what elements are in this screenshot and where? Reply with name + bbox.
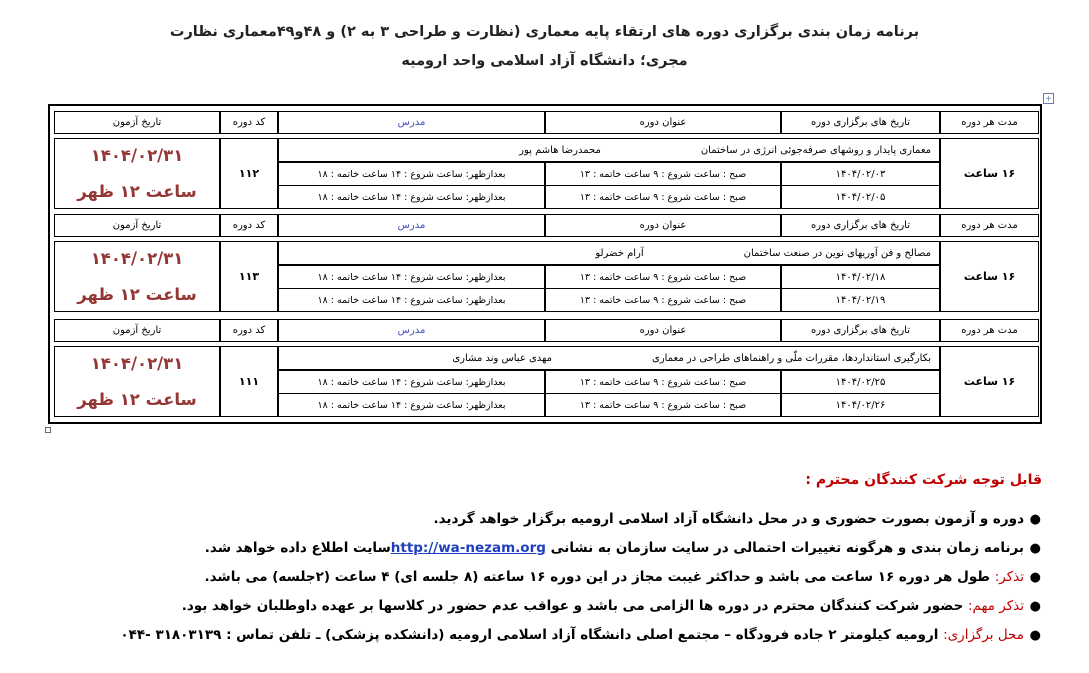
header-teacher: مدرس xyxy=(278,111,545,134)
session-afternoon: بعدازظهر: ساعت شروع : ۱۴ ساعت خاتمه : ۱۸ xyxy=(278,393,545,417)
header-teacher: مدرس xyxy=(278,214,545,237)
course-code: ۱۱۲ xyxy=(220,138,278,209)
note-text: برنامه زمان بندی و هرگونه تغییرات احتمالی در سایت سازمان به نشانی xyxy=(545,540,1024,556)
page-title: برنامه زمان بندی برگزاری دوره های ارتقاء پایه معماری (نظارت و طراحی ۳ به ۲) و ۴۸و۴۹معماری نظارت xyxy=(169,24,920,40)
note-item xyxy=(42,505,1042,534)
session-date: ۱۴۰۴/۰۲/۱۸ xyxy=(781,265,940,289)
session-morning: صبح : ساعت شروع : ۹ ساعت خاتمه : ۱۳ xyxy=(545,185,781,209)
bullet-icon: ● xyxy=(1029,599,1041,614)
bullet-icon: ● xyxy=(1029,512,1041,527)
header-teacher: مدرس xyxy=(278,319,545,342)
exam-date: ۱۴۰۴/۰۲/۳۱ xyxy=(90,145,184,165)
note-text: طول هر دوره ۱۶ ساعت می باشد و حداکثر غیبت مجاز در این دوره ۱۶ ساعته (۸ جلسه ای) ۴ ساعت (۲جلسه) می باشد. xyxy=(204,569,995,585)
course-topic: بکارگیری استانداردها، مقررات ملّی و راهنماهای طراحی در معماری xyxy=(652,352,931,364)
header-code: کد دوره xyxy=(220,111,278,134)
note-label: تذکر: xyxy=(994,569,1024,585)
course-teacher: محمدرضا هاشم پور xyxy=(519,144,601,156)
table-move-handle-icon[interactable]: + xyxy=(1043,93,1054,104)
exam-date: ۱۴۰۴/۰۲/۳۱ xyxy=(90,353,184,373)
note-text: دوره و آزمون بصورت حضوری و در محل دانشگاه آزاد اسلامی ارومیه برگزار خواهد گردید. xyxy=(433,511,1024,527)
header-course-title: عنوان دوره xyxy=(545,111,781,134)
course-duration: ۱۶ ساعت xyxy=(940,346,1039,417)
session-date: ۱۴۰۴/۰۲/۱۹ xyxy=(781,288,940,312)
note-text: حضور شرکت کنندگان محترم در دوره ها الزامی می باشد و عواقب عدم حضور در کلاسها بر عهده داوطلبان خواهد بود. xyxy=(181,598,968,614)
page-subtitle: مجری؛ دانشگاه آزاد اسلامی واحد ارومیه xyxy=(401,53,688,69)
course-teacher: آرام خضرلو xyxy=(595,247,644,259)
header-dates: تاریخ های برگزاری دوره xyxy=(781,111,940,134)
session-afternoon: بعدازظهر: ساعت شروع : ۱۴ ساعت خاتمه : ۱۸ xyxy=(278,162,545,186)
header-code: کد دوره xyxy=(220,319,278,342)
session-morning: صبح : ساعت شروع : ۹ ساعت خاتمه : ۱۳ xyxy=(545,162,781,186)
course-duration: ۱۶ ساعت xyxy=(940,241,1039,312)
note-item xyxy=(42,563,1042,592)
notes-section xyxy=(42,472,1042,650)
course-topic-row xyxy=(278,138,940,162)
course-topic-row xyxy=(278,346,940,370)
notes-heading: قابل توجه شرکت کنندگان محترم : xyxy=(805,472,1042,488)
session-morning: صبح : ساعت شروع : ۹ ساعت خاتمه : ۱۳ xyxy=(545,265,781,289)
header-duration: مدت هر دوره xyxy=(940,111,1039,134)
session-afternoon: بعدازظهر: ساعت شروع : ۱۴ ساعت خاتمه : ۱۸ xyxy=(278,288,545,312)
course-topic: مصالح و فن آوریهای نوین در صنعت ساختمان xyxy=(743,247,931,259)
session-afternoon: بعدازظهر: ساعت شروع : ۱۴ ساعت خاتمه : ۱۸ xyxy=(278,370,545,394)
note-item xyxy=(42,621,1042,650)
note-label: محل برگزاری: xyxy=(943,627,1024,643)
course-topic-row xyxy=(278,241,940,265)
exam-time: ساعت ۱۲ ظهر xyxy=(77,284,197,304)
note-text: سایت اطلاع داده خواهد شد. xyxy=(204,540,391,556)
header-dates: تاریخ های برگزاری دوره xyxy=(781,319,940,342)
notes-list xyxy=(42,505,1042,650)
course-teacher: مهدی عباس وند مشاری xyxy=(452,352,553,364)
header-exam-date: تاریخ آزمون xyxy=(54,111,220,134)
exam-time: ساعت ۱۲ ظهر xyxy=(77,389,197,409)
session-afternoon: بعدازظهر: ساعت شروع : ۱۴ ساعت خاتمه : ۱۸ xyxy=(278,265,545,289)
header-course-title: عنوان دوره xyxy=(545,319,781,342)
bullet-icon: ● xyxy=(1029,628,1041,643)
exam-time: ساعت ۱۲ ظهر xyxy=(77,181,197,201)
table-resize-handle-icon[interactable] xyxy=(45,427,51,433)
session-morning: صبح : ساعت شروع : ۹ ساعت خاتمه : ۱۳ xyxy=(545,370,781,394)
note-text: ارومیه کیلومتر ۲ جاده فرودگاه – مجتمع اصلی دانشگاه آزاد اسلامی ارومیه (دانشکده پزشکی) ـ تلفن تماس : ۳۱۸۰۳۱۳۹ -۰۴۴ xyxy=(120,627,944,643)
note-item xyxy=(42,592,1042,621)
header-dates: تاریخ های برگزاری دوره xyxy=(781,214,940,237)
note-item xyxy=(42,534,1042,563)
header-exam-date: تاریخ آزمون xyxy=(54,214,220,237)
header-code: کد دوره xyxy=(220,214,278,237)
header-course-title: عنوان دوره xyxy=(545,214,781,237)
course-exam xyxy=(54,346,220,417)
session-morning: صبح : ساعت شروع : ۹ ساعت خاتمه : ۱۳ xyxy=(545,288,781,312)
header-duration: مدت هر دوره xyxy=(940,319,1039,342)
exam-date: ۱۴۰۴/۰۲/۳۱ xyxy=(90,248,184,268)
session-date: ۱۴۰۴/۰۲/۲۵ xyxy=(781,370,940,394)
course-exam xyxy=(54,138,220,209)
session-date: ۱۴۰۴/۰۲/۲۶ xyxy=(781,393,940,417)
website-link[interactable]: http://wa-nezam.org xyxy=(390,540,546,556)
course-topic: معماری پایدار و روشهای صرفه‌جوئی انرژی در ساختمان xyxy=(700,144,931,156)
session-date: ۱۴۰۴/۰۲/۰۳ xyxy=(781,162,940,186)
session-morning: صبح : ساعت شروع : ۹ ساعت خاتمه : ۱۳ xyxy=(545,393,781,417)
header-duration: مدت هر دوره xyxy=(940,214,1039,237)
course-code: ۱۱۳ xyxy=(220,241,278,312)
course-exam xyxy=(54,241,220,312)
bullet-icon: ● xyxy=(1029,541,1041,556)
session-date: ۱۴۰۴/۰۲/۰۵ xyxy=(781,185,940,209)
session-afternoon: بعدازظهر: ساعت شروع : ۱۴ ساعت خاتمه : ۱۸ xyxy=(278,185,545,209)
note-label: تذکر مهم: xyxy=(968,598,1024,614)
header-exam-date: تاریخ آزمون xyxy=(54,319,220,342)
course-duration: ۱۶ ساعت xyxy=(940,138,1039,209)
bullet-icon: ● xyxy=(1029,570,1041,585)
course-code: ۱۱۱ xyxy=(220,346,278,417)
